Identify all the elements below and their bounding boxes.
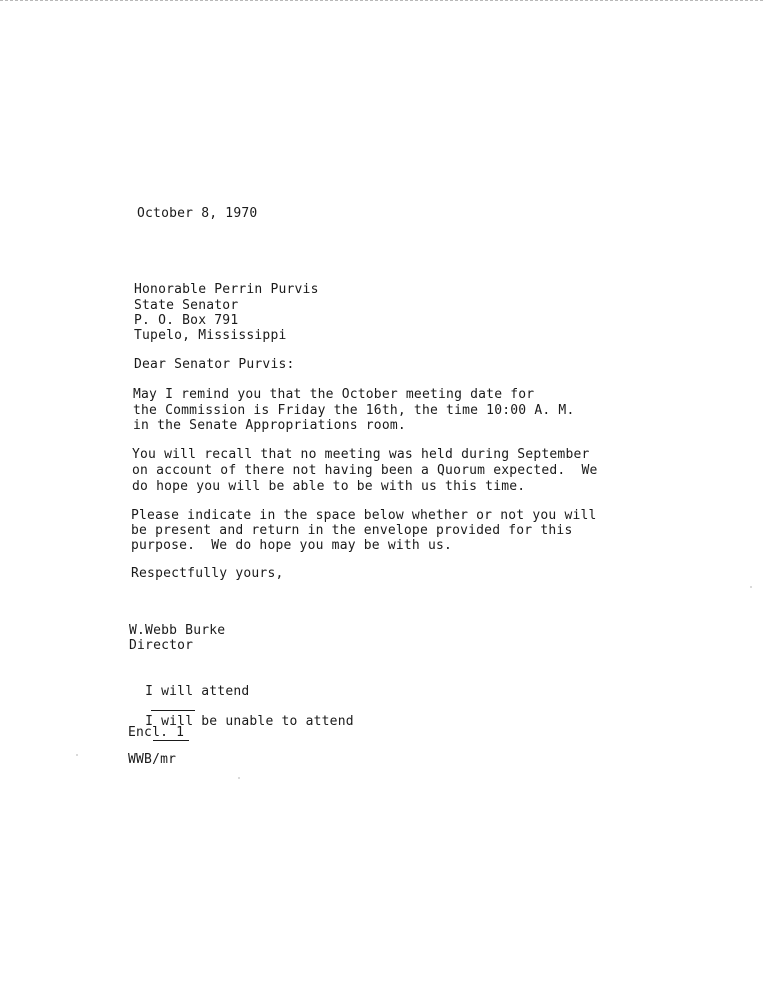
paragraph-3-line-1: Please indicate in the space below whether or not you will [131,508,597,523]
recipient-name: Honorable Perrin Purvis [134,282,319,297]
paper-speck [750,586,752,588]
paragraph-1-line-1: May I remind you that the October meeting date for [133,387,535,402]
page-top-edge [0,0,763,1]
letter-date: October 8, 1970 [137,206,258,221]
salutation: Dear Senator Purvis: [134,357,295,372]
recipient-address: P. O. Box 791 [134,313,239,328]
paper-speck [238,777,240,779]
attend-label: I will attend [145,684,250,699]
signer-title: Director [129,638,194,653]
paragraph-3-line-3: purpose. We do hope you may be with us. [131,538,453,553]
paragraph-2-line-3: do hope you will be able to be with us this time. [132,479,526,494]
signer-name: W.Webb Burke [129,623,226,638]
paragraph-2-line-2: on account of there not having been a Quorum expected. We [132,463,598,478]
paragraph-1-line-3: in the Senate Appropriations room. [133,418,406,433]
paragraph-3-line-2: be present and return in the envelope provided for this [131,523,573,538]
enclosure-note: Encl. 1 [128,725,185,740]
typist-initials: WWB/mr [128,752,177,767]
recipient-title: State Senator [134,298,239,313]
unable-label: I will be unable to attend [145,714,354,729]
closing: Respectfully yours, [131,566,284,581]
recipient-city: Tupelo, Mississippi [134,328,287,343]
paragraph-1-line-2: the Commission is Friday the 16th, the time 10:00 A. M. [133,403,575,418]
paper-speck [76,754,78,756]
paragraph-2-line-1: You will recall that no meeting was held during September [132,447,590,462]
